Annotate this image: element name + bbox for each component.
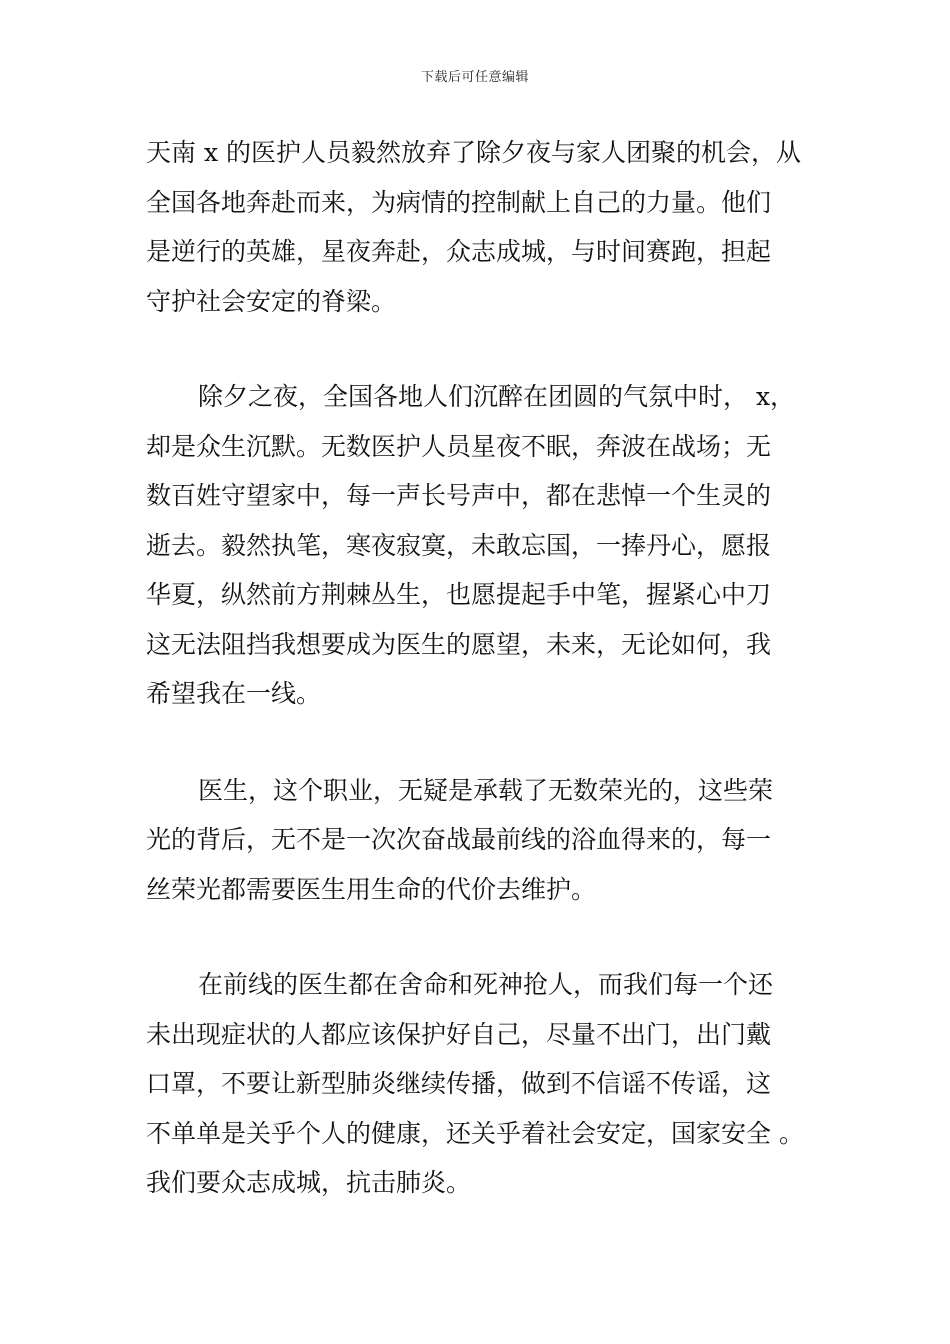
text-line: 天南 x 的医护人员毅然放弃了除夕夜与家人团聚的机会，从: [146, 138, 801, 167]
text-line: 逝去。毅然执笔，寒夜寂寞，未敢忘国，一捧丹心，愿报: [146, 530, 772, 560]
text-line: 口罩，不要让新型肺炎继续传播，做到不信谣不传谣，这: [146, 1069, 772, 1098]
text-line: 在前线的医生都在舍命和死神抢人，而我们每一个还: [198, 970, 774, 999]
text-line: 守护社会安定的脊梁。: [146, 286, 397, 316]
paragraph-1: [146, 128, 846, 326]
paragraph-2: [146, 372, 846, 719]
paragraph-3: [146, 766, 846, 915]
text-line: 除夕之夜，全国各地人们沉醉在团圆的气氛中时， x，: [198, 382, 796, 411]
text-line: 数百姓守望家中，每一声长号声中，都在悲悼一个生灵的: [146, 481, 772, 510]
text-line: 未出现症状的人都应该保护好自己，尽量不出门，出门戴: [146, 1019, 772, 1049]
paragraph-spacer: [146, 719, 846, 766]
text-line: 我们要众志成城，抗击肺炎。: [146, 1168, 472, 1197]
text-line: 全国各地奔赴而来，为病情的控制献上自己的力量。他们: [146, 187, 772, 217]
page-header: 下载后可任意编辑: [420, 70, 529, 85]
paragraph-spacer: [146, 914, 846, 960]
text-line: 光的背后，无不是一次次奋战最前线的浴血得来的，每一: [146, 825, 772, 854]
paragraph-spacer: [146, 326, 846, 372]
document-body: [146, 128, 846, 1208]
text-line: 却是众生沉默。无数医护人员星夜不眠，奔波在战场；无: [146, 431, 772, 461]
text-line: 华夏，纵然前方荆棘丛生，也愿提起手中笔，握紧心中刀: [146, 580, 772, 609]
text-line: 不单单是关乎个人的健康，还关乎着社会安定，国家安全 。: [146, 1118, 804, 1148]
text-line: 是逆行的英雄，星夜奔赴，众志成城，与时间赛跑，担起: [146, 237, 772, 266]
text-line: 医生，这个职业，无疑是承载了无数荣光的，这些荣: [198, 775, 774, 805]
paragraph-4: [146, 960, 846, 1208]
text-line: 丝荣光都需要医生用生命的代价去维护。: [146, 874, 597, 904]
text-line: 希望我在一线。: [146, 679, 322, 708]
text-line: 这无法阻挡我想要成为医生的愿望，未来，无论如何，我: [146, 629, 772, 659]
